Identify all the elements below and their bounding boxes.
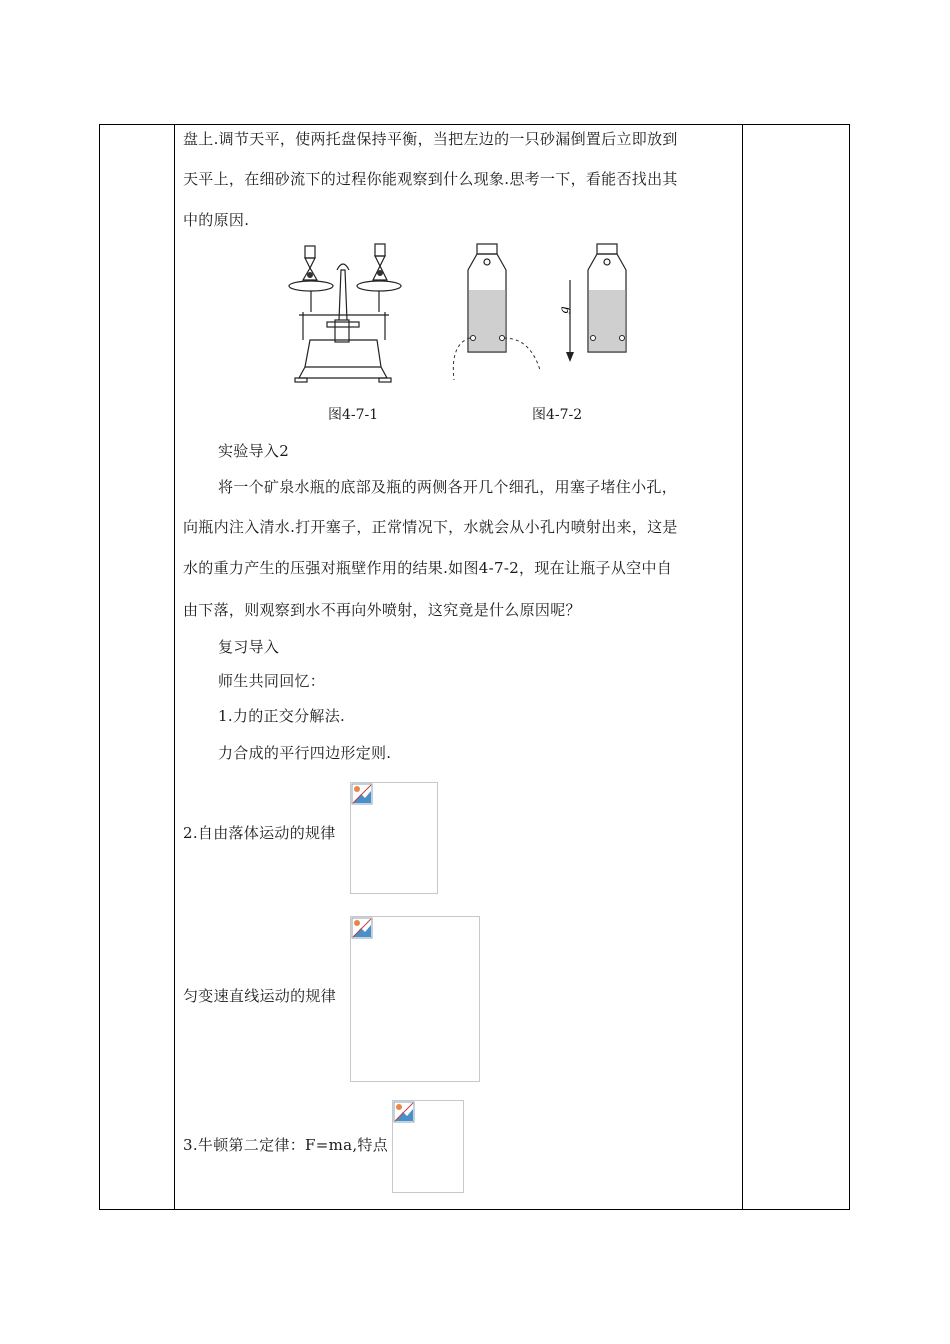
column-divider-1	[174, 125, 175, 1209]
broken-image-icon	[351, 917, 373, 939]
text-line: 2.自由落体运动的规律	[183, 824, 336, 842]
text-line: 水的重力产生的压强对瓶壁作用的结果.如图4-7-2，现在让瓶子从空中自	[183, 559, 673, 577]
text-line: 复习导入	[218, 638, 280, 656]
text-line: 盘上.调节天平，使两托盘保持平衡，当把左边的一只砂漏倒置后立即放到	[183, 130, 678, 148]
figure-caption-2: 图4-7-2	[532, 407, 583, 423]
text-line: 向瓶内注入清水.打开塞子，正常情况下，水就会从小孔内喷射出来，这是	[183, 518, 678, 536]
text-line: 匀变速直线运动的规律	[183, 987, 337, 1005]
figure-caption-1: 图4-7-1	[328, 407, 379, 423]
text-line: 中的原因.	[183, 211, 250, 229]
text-line: 实验导入2	[218, 442, 290, 460]
broken-image-icon	[351, 783, 373, 805]
text-line: 师生共同回忆：	[218, 672, 326, 690]
broken-image-icon	[393, 1101, 415, 1123]
text-line: 1.力的正交分解法.	[218, 707, 346, 725]
formula-image-placeholder	[392, 1100, 464, 1193]
formula-image-placeholder	[350, 782, 438, 894]
text-line: 天平上，在细砂流下的过程你能观察到什么现象.思考一下，看能否找出其	[183, 170, 678, 188]
formula-image-placeholder	[350, 916, 480, 1082]
text-line: 力合成的平行四边形定则.	[218, 744, 392, 762]
balance-scale-figure	[277, 240, 407, 385]
text-line: 由下落，则观察到水不再向外喷射，这究竟是什么原因呢？	[183, 601, 581, 619]
text-line: 将一个矿泉水瓶的底部及瓶的两侧各开几个细孔，用塞子堵住小孔，	[218, 478, 678, 496]
text-line: 3.牛顿第二定律：F=ma,特点	[183, 1136, 389, 1154]
gravity-label: g	[557, 306, 571, 314]
column-divider-2	[742, 125, 743, 1209]
water-bottle-figure	[440, 240, 660, 380]
